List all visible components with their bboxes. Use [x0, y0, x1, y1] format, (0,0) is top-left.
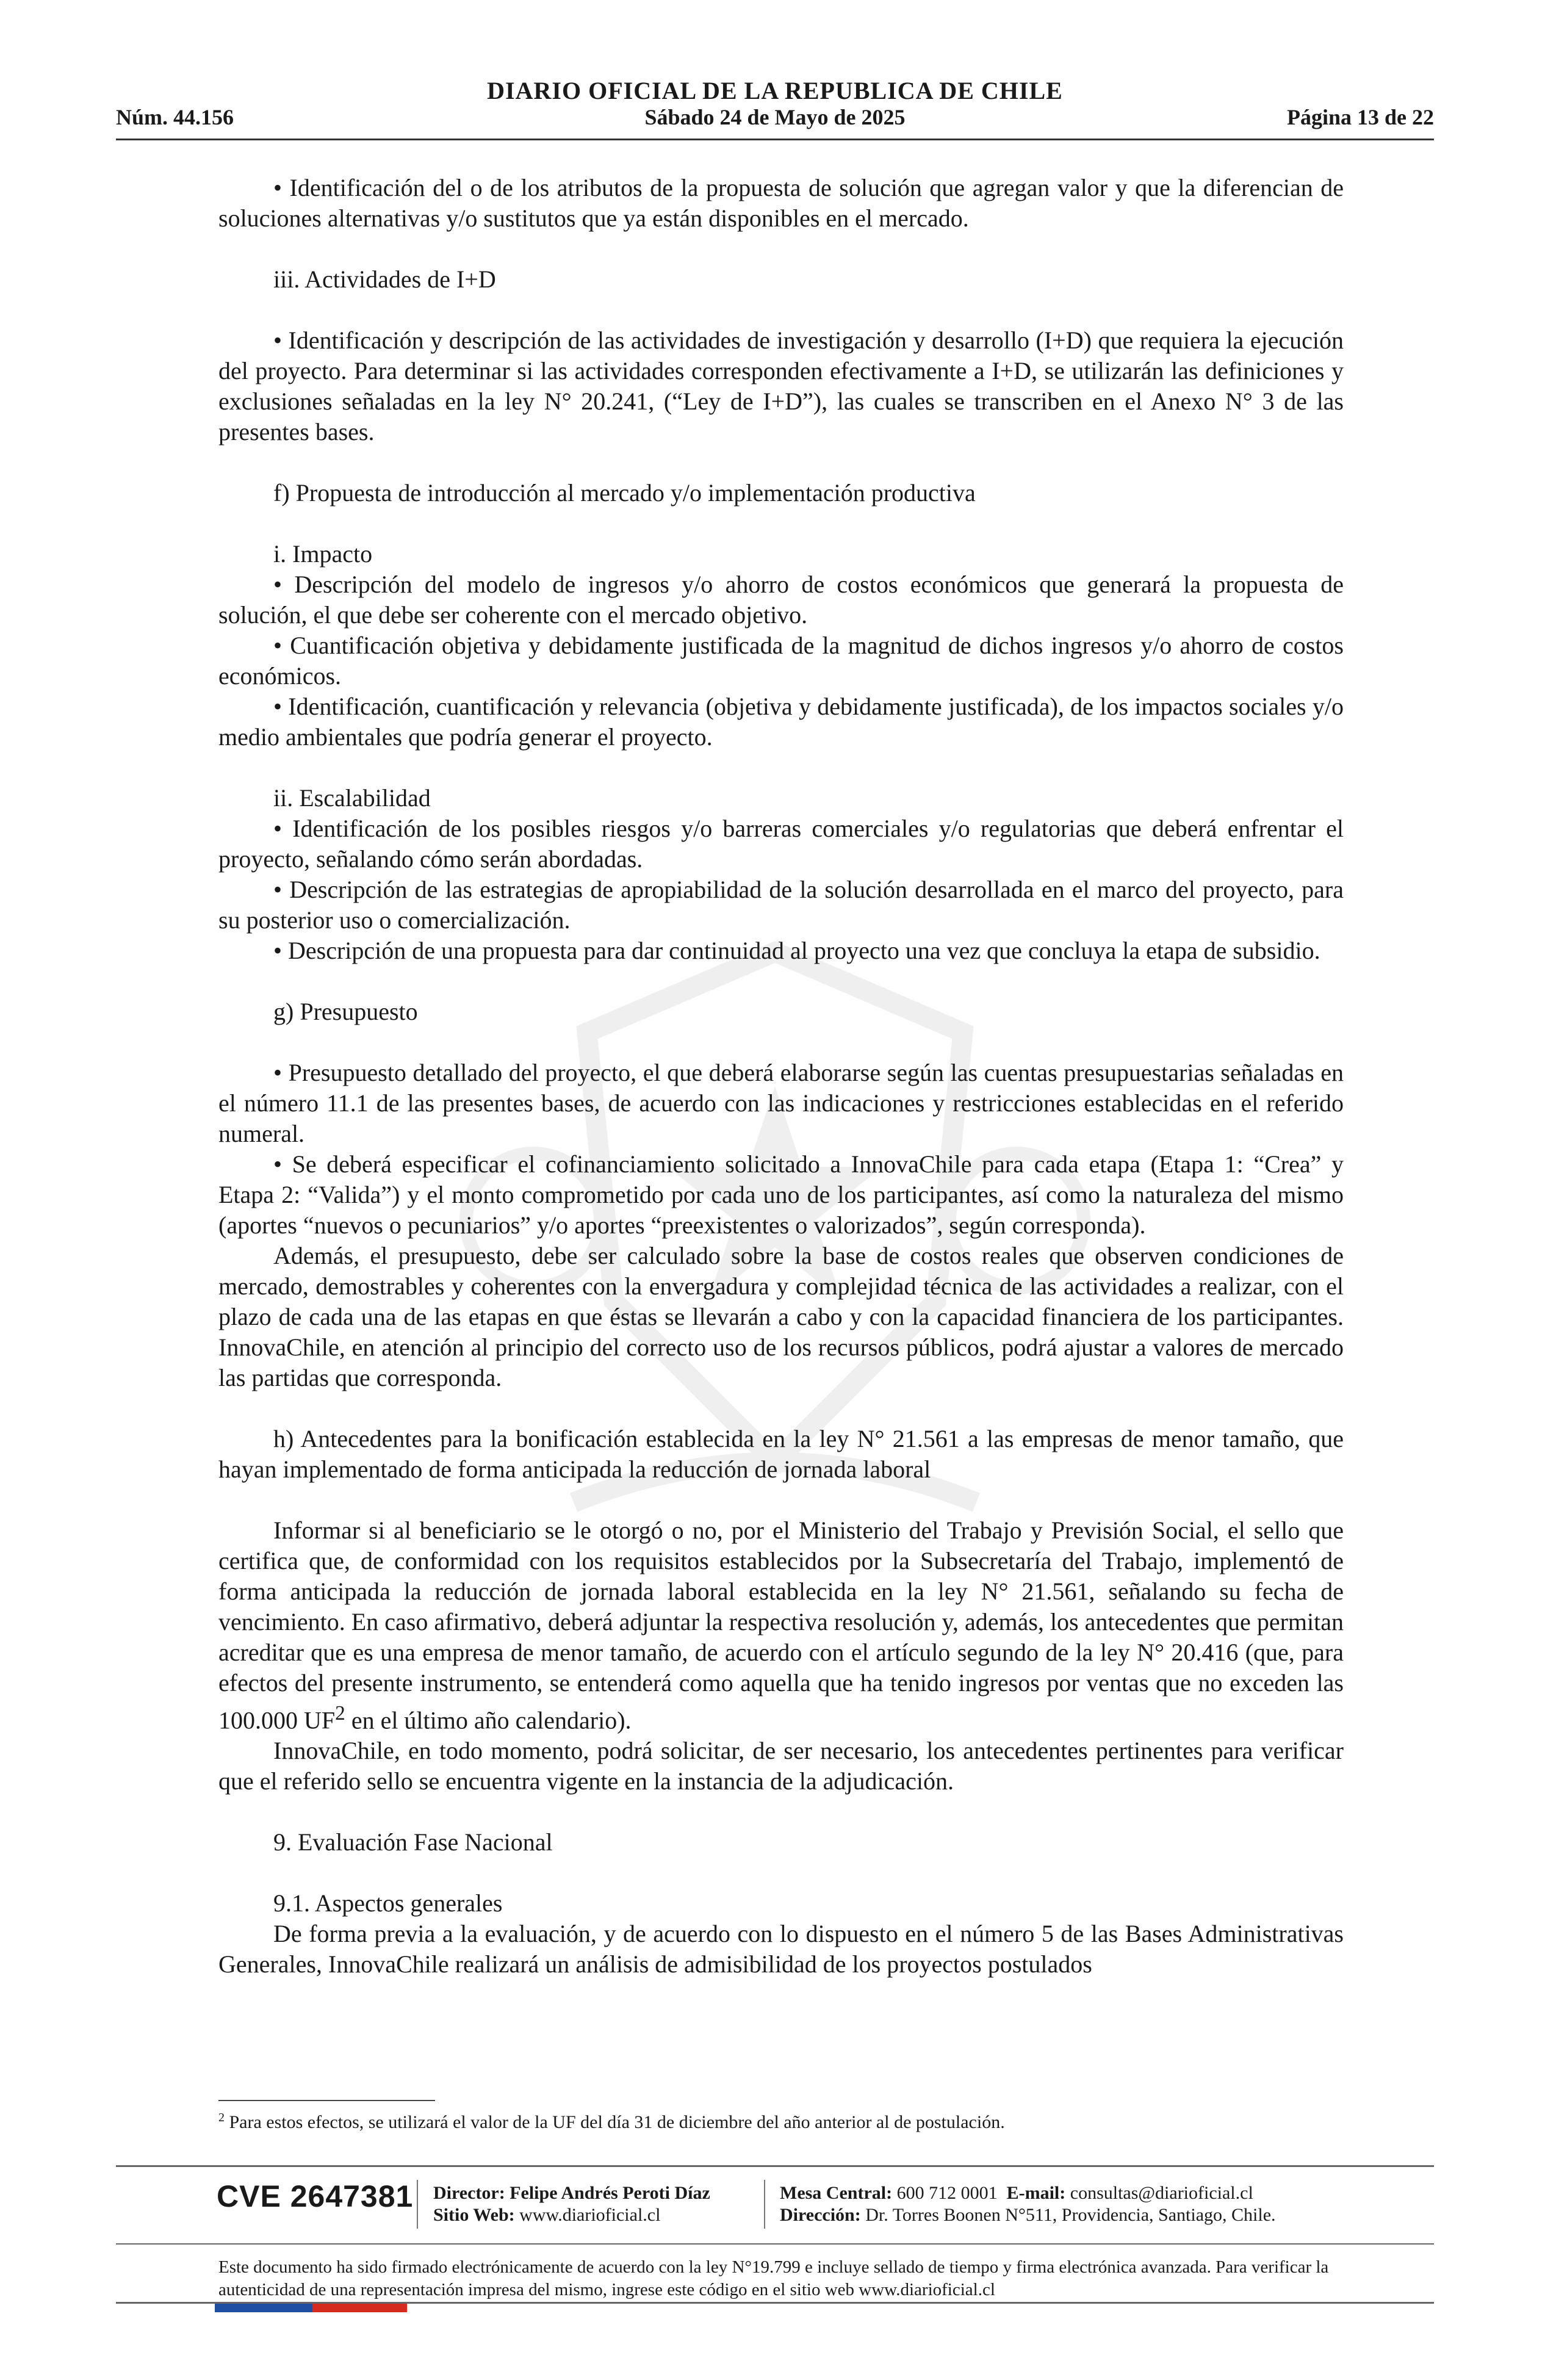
paragraph: • Descripción de las estrategias de apropiabilidad de la solución desarrollada en el marco del proyecto, para su posterior uso o comercialización.	[218, 876, 1344, 934]
footer-divider	[116, 2243, 1434, 2245]
phone-label: Mesa Central:	[780, 2183, 893, 2203]
website-label: Sitio Web:	[433, 2205, 515, 2225]
section-heading: iii. Actividades de I+D	[273, 265, 496, 293]
flag-stripe-blue	[215, 2304, 312, 2312]
paragraph-text: en el último año calendario).	[345, 1706, 632, 1734]
footnote-reference: 2	[335, 1702, 345, 1725]
cve-code: CVE 2647381	[217, 2179, 414, 2213]
footnote-divider	[218, 2100, 435, 2101]
subsection-heading: 9.1. Aspectos generales	[273, 1889, 503, 1917]
header-divider	[116, 139, 1434, 140]
email-label: E-mail:	[1006, 2183, 1066, 2203]
section-heading: 9. Evaluación Fase Nacional	[273, 1828, 553, 1856]
paragraph: • Descripción del modelo de ingresos y/o ahorro de costos económicos que generará la propuesta de solución, el que debe ser coherente con el mercado objetivo.	[218, 571, 1344, 629]
section-heading: f) Propuesta de introducción al mercado y/o implementación productiva	[273, 479, 976, 507]
section-heading: g) Presupuesto	[273, 998, 418, 1025]
paragraph: • Se deberá especificar el cofinanciamiento solicitado a InnovaChile para cada etapa (Etapa 1: “Crea” y Etapa 2: “Valida”) y el monto comprometido por cada uno de los participantes, así como la naturaleza del mismo (aportes “nuevos o pecuniarios” y/o aportes “preexistentes o valorizados”, según corresponda).	[218, 1150, 1344, 1239]
footer-separator	[764, 2180, 765, 2229]
subsection-heading: ii. Escalabilidad	[273, 784, 431, 812]
paragraph: • Presupuesto detallado del proyecto, el que deberá elaborarse según las cuentas presupuestarias señaladas en el número 11.1 de las presentes bases, de acuerdo con las indicaciones y restricciones establecidas en el referido numeral.	[218, 1059, 1344, 1147]
footer-divider	[116, 2165, 1434, 2167]
footer-contact	[780, 2182, 1276, 2226]
page-number: Página 13 de 22	[1286, 105, 1434, 129]
director-name: Felipe Andrés Peroti Díaz	[505, 2183, 710, 2203]
page-header	[116, 76, 1434, 150]
footnote-mark: 2	[218, 2111, 225, 2124]
paragraph: Además, el presupuesto, debe ser calculado sobre la base de costos reales que observen condiciones de mercado, demostrables y coherentes con la envergadura y complejidad técnica de las actividades a realizar, con el plazo de cada una de las etapas en que éstas se llevarán a cabo y con la capacidad financiera de los participantes. InnovaChile, en atención al principio del correcto uso de los recursos públicos, podrá ajustar a valores de mercado las partidas que corresponda.	[218, 1242, 1344, 1391]
flag-stripe-red	[312, 2304, 407, 2312]
paragraph: De forma previa a la evaluación, y de acuerdo con lo dispuesto en el número 5 de las Bases Administrativas Generales, InnovaChile realizará un análisis de admisibilidad de los proyectos postulados	[218, 1920, 1344, 1978]
document-body	[218, 173, 1344, 1980]
paragraph: • Identificación y descripción de las actividades de investigación y desarrollo (I+D) que requiera la ejecución del proyecto. Para determinar si las actividades corresponden efectivamente a I+D, se utilizarán las definiciones y exclusiones señaladas en la ley N° 20.241, (“Ley de I+D”), las cuales se transcriben en el Anexo N° 3 de las presentes bases.	[218, 326, 1344, 445]
issue-date: Sábado 24 de Mayo de 2025	[644, 105, 906, 129]
address-text: Dr. Torres Boonen N°511, Providencia, Santiago, Chile.	[860, 2205, 1276, 2225]
footer-separator	[417, 2180, 418, 2229]
publication-title: DIARIO OFICIAL DE LA REPUBLICA DE CHILE	[487, 77, 1063, 104]
website-link[interactable]: www.diarioficial.cl	[514, 2205, 661, 2225]
signature-notice: Este documento ha sido firmado electrónicamente de acuerdo con la ley N°19.799 e incluye sellado de tiempo y firma electrónica avanzada. Para verificar la autenticidad de una representación impresa del mismo, ingrese este código en el sitio web www.diarioficial.cl	[218, 2257, 1329, 2299]
email-link[interactable]: consultas@diarioficial.cl	[1065, 2183, 1253, 2203]
phone-number: 600 712 0001	[892, 2183, 998, 2203]
section-heading: h) Antecedentes para la bonificación establecida en la ley N° 21.561 a las empresas de menor tamaño, que hayan implementado de forma anticipada la reducción de jornada laboral	[218, 1425, 1344, 1483]
paragraph: InnovaChile, en todo momento, podrá solicitar, de ser necesario, los antecedentes pertinentes para verificar que el referido sello se encuentra vigente en la instancia de la adjudicación.	[218, 1737, 1344, 1795]
director-label: Director:	[433, 2183, 505, 2203]
footer-editorial	[433, 2182, 710, 2226]
paragraph: • Identificación, cuantificación y relevancia (objetiva y debidamente justificada), de los impactos sociales y/o medio ambientales que podría generar el proyecto.	[218, 693, 1344, 751]
paragraph	[218, 1515, 1344, 1736]
paragraph: • Identificación del o de los atributos de la propuesta de solución que agregan valor y que la diferencian de soluciones alternativas y/o sustitutos que ya están disponibles en el mercado.	[218, 174, 1344, 232]
footnote	[218, 2105, 1344, 2135]
subsection-heading: i. Impacto	[273, 540, 373, 568]
paragraph: • Descripción de una propuesta para dar continuidad al proyecto una vez que concluya la etapa de subsidio.	[273, 937, 1320, 964]
paragraph-text: Informar si al beneficiario se le otorgó o no, por el Ministerio del Trabajo y Previsión Social, el sello que certifica que, de conformidad con los requisitos establecidos por la Subsecretaría del Trabajo, implementó de forma anticipada la reducción de jornada laboral establecida en la ley N° 21.561, señalando su fecha de vencimiento. En caso afirmativo, deberá adjuntar la respectiva resolución y, además, los antecedentes que permitan acreditar que es una empresa de menor tamaño, de acuerdo con el artículo segundo de la ley N° 20.416 (que, para efectos del presente instrumento, se entenderá como aquella que ha tenido ingresos por ventas que no exceden las 100.000 UF	[218, 1516, 1344, 1734]
paragraph: • Cuantificación objetiva y debidamente justificada de la magnitud de dichos ingresos y/o ahorro de costos económicos.	[218, 632, 1344, 690]
footnote-text: Para estos efectos, se utilizará el valor de la UF del día 31 de diciembre del año anterior al de postulación.	[225, 2112, 1005, 2132]
issue-number: Núm. 44.156	[116, 105, 234, 129]
address-label: Dirección:	[780, 2205, 861, 2225]
paragraph: • Identificación de los posibles riesgos y/o barreras comerciales y/o regulatorias que deberá enfrentar el proyecto, señalando cómo serán abordadas.	[218, 815, 1344, 873]
